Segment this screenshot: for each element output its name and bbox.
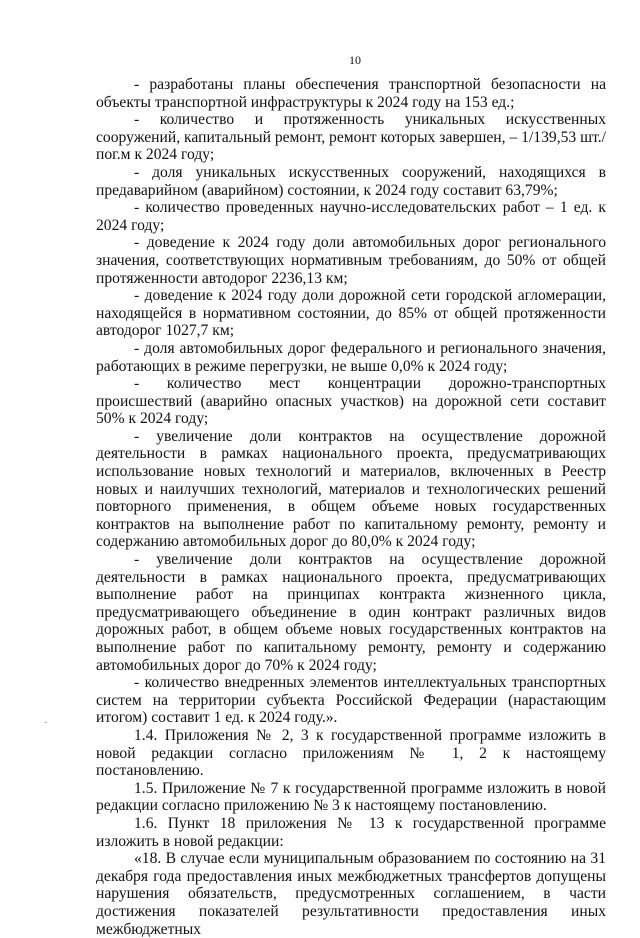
paragraph-item-1-4: 1.4. Приложения № 2, 3 к государственной программе изложить в новой редакции согласно приложениям № 1, 2 к настоящему постановлению. xyxy=(96,726,606,780)
margin-mark: - xyxy=(44,717,48,728)
paragraph-overloaded-roads: - доля автомобильных дорог федерального и регионального значения, работающих в режиме перегрузки, не выше 0,0% к 2024 году; xyxy=(96,339,606,375)
paragraph-research-works: - количество проведенных научно-исследовательских работ – 1 ед. к 2024 году; xyxy=(96,199,606,234)
paragraph-transport-security: - разработаны планы обеспечения транспортной безопасности на объекты транспортной инфраструктуры к 2024 году на 153 ед.; xyxy=(96,76,606,111)
paragraph-item-1-5: 1.5. Приложение № 7 к государственной программе изложить в новой редакции согласно приложению № 3 к настоящему постановлению. xyxy=(96,779,606,815)
document-body xyxy=(96,76,606,938)
page-number: 10 xyxy=(349,53,361,67)
paragraph-unique-structures-repair: - количество и протяженность уникальных искусственных сооружений, капитальный ремонт, ремонт которых завершен, – 1/139,53 шт./пог.м к 2024 году; xyxy=(96,111,606,164)
paragraph-item-1-6: 1.6. Пункт 18 приложения № 13 к государственной программе изложить в новой редакции: xyxy=(96,814,606,850)
paragraph-intelligent-transport: - количество внедренных элементов интеллектуальных транспортных систем на территории субъекта Российской Федерации (нарастающим итогом) составит 1 ед. к 2024 году.». xyxy=(96,674,606,727)
paragraph-agglomeration-roads: - доведение к 2024 году доли дорожной сети городской агломерации, находящейся в нормативном состоянии, до 85% от общей протяженности автодорог 1027,7 км; xyxy=(96,287,606,340)
paragraph-new-technologies-contracts: - увеличение доли контрактов на осуществление дорожной деятельности в рамках национального проекта, предусматривающих использование новых технологий и материалов, включенных в Реестр новых и наилучших технологий, материалов и технологических решений повторного применения, в общем объеме новых государственных контрактов на выполнение работ по капитальному ремонту, ремонту и содержанию автомобильных дорог до 80,0% к 2024 году; xyxy=(96,427,606,551)
paragraph-accident-spots: - количество мест концентрации дорожно-транспортных происшествий (аварийно опасных участков) на дорожной сети составит 50% к 2024 году; xyxy=(96,375,606,428)
paragraph-life-cycle-contracts: - увеличение доли контрактов на осуществление дорожной деятельности в рамках национального проекта, предусматривающих выполнение работ на принципах контракта жизненного цикла, предусматривающего объединение в один контракт различных видов дорожных работ, в общем объеме новых государственных контрактов на выполнение работ по капитальному ремонту, ремонту и содержанию автомобильных дорог до 70% к 2024 году; xyxy=(96,551,606,674)
paragraph-regional-roads: - доведение к 2024 году доли автомобильных дорог регионального значения, соответствующих нормативным требованиям, до 50% от общей протяженности автодорог 2236,13 км; xyxy=(96,234,606,287)
paragraph-emergency-structures: - доля уникальных искусственных сооружений, находящихся в предаварийном (аварийном) состоянии, к 2024 году составит 63,79%; xyxy=(96,163,606,199)
paragraph-item-18: «18. В случае если муниципальным образованием по состоянию на 31 декабря года предоставления иных межбюджетных трансфертов допущены нарушения обязательств, предусмотренных соглашением, в части достижения показателей результативности предоставления иных межбюджетных xyxy=(96,850,606,938)
